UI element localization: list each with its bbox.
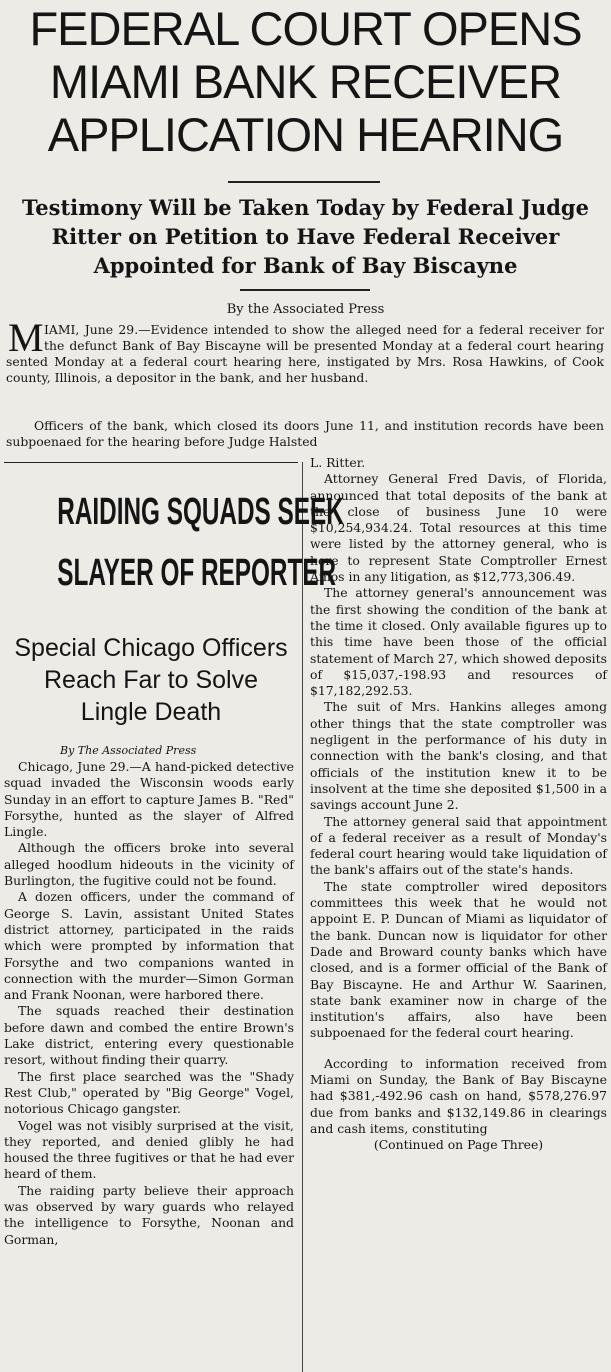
side-paragraph: Vogel was not visibly surprised at the visit, they reported, and denied glibly he had housed the three fugitives or that he had ever heard of them. xyxy=(4,1117,294,1182)
headline-line-2: MIAMI BANK RECEIVER xyxy=(49,55,562,108)
deck-line-2: Ritter on Petition to Have Federal Receiver xyxy=(51,224,560,249)
continued-notice: (Continued on Page Three) xyxy=(373,1137,544,1153)
side-paragraph: The squads reached their destination before dawn and combed the entire Brown's Lake district, entering every questionable resort, without finding their quarry. xyxy=(4,1003,294,1068)
main-paragraph: Attorney General Fred Davis, of Florida, announced that total deposits of the bank at the close of business June 10 were $10,254,934.24. Total resources at this time were listed by the attorney general, who is here to represent State Comptroller Ernest Amos in any litigation, as $12,773,306.49. xyxy=(310,471,607,585)
side-headline-line-1: RAIDING SQUADS SEEK xyxy=(57,491,344,533)
side-paragraph: The raiding party believe their approach was observed by wary guards who relayed the intelligence to Forsythe, Noonan and Gorman, xyxy=(4,1182,294,1247)
main-lead-cont-text: sented Monday at a federal court hearing here, instigated by Mrs. Rosa Hawkins, of Cook county, Illinois, a depositor in the bank, and her husband. xyxy=(6,354,604,386)
deck-line-3: Appointed for Bank of Bay Biscayne xyxy=(93,253,518,278)
main-paragraph: The attorney general's announcement was the first showing the condition of the bank at the time it closed. Only available figures up to this time have been those of the official statement of March 27, which showed deposits of $15,037,-198.93 and resources of $17,182,292.53. xyxy=(310,585,607,699)
side-paragraph: The first place searched was the "Shady Rest Club," operated by "Big George" Vogel, notorious Chicago gangster. xyxy=(4,1068,294,1117)
side-headline-line-2: SLAYER OF REPORTER xyxy=(57,552,337,594)
side-paragraph: Chicago, June 29.—A hand-picked detective squad invaded the Wisconsin woods early Sunday in an effort to capture James B. "Red" Forsythe, hunted as the slayer of Alfred Lingle. xyxy=(4,759,294,840)
headline-rule xyxy=(228,181,380,183)
main-lead-paragraph-cont xyxy=(6,354,604,420)
main-paragraph: According to information received from Miami on Sunday, the Bank of Bay Biscayne had $381,-492.96 cash on hand, $578,276.97 due from banks and $132,149.86 in clearings and cash items, constituting xyxy=(310,1055,607,1136)
side-deck-line-3: Lingle Death xyxy=(80,698,222,726)
main-paragraph: The state comptroller wired depositors committees this week that he would not appoint E. P. Duncan of Miami as liquidator of the bank. Duncan now is liquidator for other Dade and Broward county banks which have closed, and is a former official of the Bank of Bay Biscayne. He and Arthur W. Saarinen, state bank examiner now in charge of the institution's affairs, also have been subpoenaed for the federal court hearing. xyxy=(310,878,607,1041)
headline-line-1: FEDERAL COURT OPENS xyxy=(29,2,582,55)
main-lead-paragraph: IAMI, June 29.—Evidence intended to show the alleged need for a federal receiver for the defunct Bank of Bay Biscayne will be presented Monday at a federal court hearing xyxy=(44,322,604,354)
deck-rule xyxy=(240,289,370,291)
side-deck-line-2: Reach Far to Solve xyxy=(44,666,258,694)
side-paragraph: Although the officers broke into several alleged hoodlum hideouts in the vicinity of Burlington, the fugitive could not be found. xyxy=(4,840,294,889)
headline-line-3: APPLICATION HEARING xyxy=(47,108,564,161)
main-byline: By the Associated Press xyxy=(226,302,385,317)
side-byline: By The Associated Press xyxy=(60,744,197,757)
side-story-top-rule xyxy=(4,462,298,463)
deck-line-1: Testimony Will be Taken Today by Federal Judge xyxy=(22,195,589,220)
column-divider xyxy=(302,462,303,1372)
main-paragraph: The suit of Mrs. Hankins alleges among other things that the state comptroller was negligent in the performance of his duty in connection with the bank's closing, and that officials of the institution knew it to be insolvent at the time she deposited $1,500 in a savings account June 2. xyxy=(310,699,607,813)
drop-cap: M xyxy=(8,315,44,360)
side-story-body xyxy=(4,759,294,1248)
main-paragraph: The attorney general said that appointment of a federal receiver as a result of Monday's federal court hearing would take liquidation of the bank's affairs out of the state's hands. xyxy=(310,813,607,878)
main-story-right-column xyxy=(310,455,607,1153)
main-paragraph: L. Ritter. xyxy=(310,455,366,470)
main-second-paragraph: Officers of the bank, which closed its doors June 11, and institution records have been subpoenaed for the hearing before Judge Halsted xyxy=(6,418,604,450)
side-paragraph: A dozen officers, under the command of George S. Lavin, assistant United States district attorney, participated in the raids which were prompted by information that Forsythe and two companions wanted in connection with the murder—Simon Gorman and Frank Noonan, were harbored there. xyxy=(4,889,294,1003)
side-deck-line-1: Special Chicago Officers xyxy=(14,634,288,662)
